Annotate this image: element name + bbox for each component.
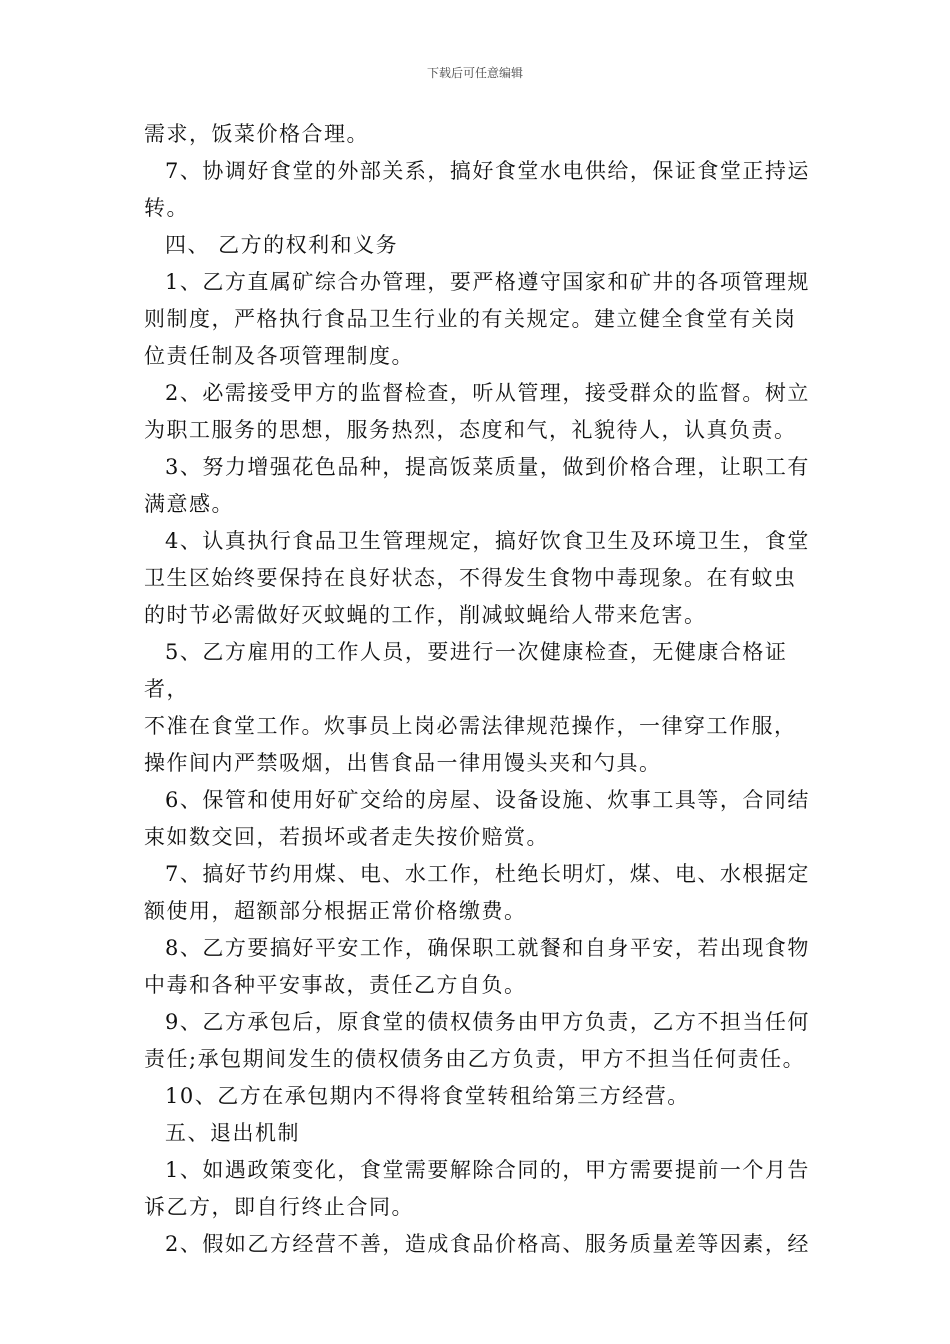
document-body [144, 116, 824, 1263]
text-line: 2、假如乙方经营不善，造成食品价格高、服务质量差等因素，经 [165, 1232, 810, 1256]
text-line: 为职工服务的思想，服务热烈，态度和气，礼貌待人，认真负责。 [144, 418, 797, 442]
text-line: 1、如遇政策变化，食堂需要解除合同的，甲方需要提前一个月告 [165, 1158, 810, 1182]
text-line: 需求，饭菜价格合理。 [144, 122, 369, 146]
text-line: 卫生区始终要保持在良好状态，不得发生食物中毒现象。在有蚊虫 [144, 566, 797, 590]
text-line: 3、努力增强花色品种，提高饭菜质量，做到价格合理，让职工有 [165, 455, 810, 479]
text-line: 中毒和各种平安事故，责任乙方自负。 [144, 973, 527, 997]
text-line: 8、乙方要搞好平安工作，确保职工就餐和自身平安，若出现食物 [165, 936, 810, 960]
text-line: 责任;承包期间发生的债权债务由乙方负责，甲方不担当任何责任。 [144, 1047, 806, 1071]
text-line: 的时节必需做好灭蚊蝇的工作，削减蚊蝇给人带来危害。 [144, 603, 707, 627]
text-line: 2、必需接受甲方的监督检查，听从管理，接受群众的监督。树立 [165, 381, 810, 405]
text-line: 6、保管和使用好矿交给的房屋、设备设施、炊事工具等，合同结 [165, 788, 810, 812]
text-line: 10、乙方在承包期内不得将食堂转租给第三方经营。 [165, 1084, 690, 1108]
text-line: 不准在食堂工作。炊事员上岗必需法律规范操作，一律穿工作服， [144, 714, 797, 738]
text-line: 四、 乙方的权利和义务 [165, 233, 399, 257]
text-line: 7、协调好食堂的外部关系，搞好食堂水电供给，保证食堂正持运 [165, 159, 810, 183]
text-line: 位责任制及各项管理制度。 [144, 344, 414, 368]
text-line: 操作间内严禁吸烟，出售食品一律用馒头夹和勺具。 [144, 751, 662, 775]
text-line: 满意感。 [144, 492, 234, 516]
text-line: 4、认真执行食品卫生管理规定，搞好饮食卫生及环境卫生，食堂 [165, 529, 810, 553]
text-line: 则制度，严格执行食品卫生行业的有关规定。建立健全食堂有关岗 [144, 307, 797, 331]
text-line: 额使用，超额部分根据正常价格缴费。 [144, 899, 527, 923]
text-line: 转。 [144, 196, 189, 220]
text-line: 7、搞好节约用煤、电、水工作，杜绝长明灯，煤、电、水根据定 [165, 862, 810, 886]
text-line: 束如数交回，若损坏或者走失按价赔赏。 [144, 825, 549, 849]
text-line: 9、乙方承包后，原食堂的债权债务由甲方负责，乙方不担当任何 [165, 1010, 810, 1034]
text-line: 诉乙方，即自行终止合同。 [144, 1195, 414, 1219]
page-header: 下载后可任意编辑 [426, 66, 523, 80]
text-line: 五、退出机制 [165, 1121, 300, 1145]
text-line: 5、乙方雇用的工作人员，要进行一次健康检查，无健康合格证者， [144, 640, 788, 701]
text-line: 1、乙方直属矿综合办管理，要严格遵守国家和矿井的各项管理规 [165, 270, 810, 294]
